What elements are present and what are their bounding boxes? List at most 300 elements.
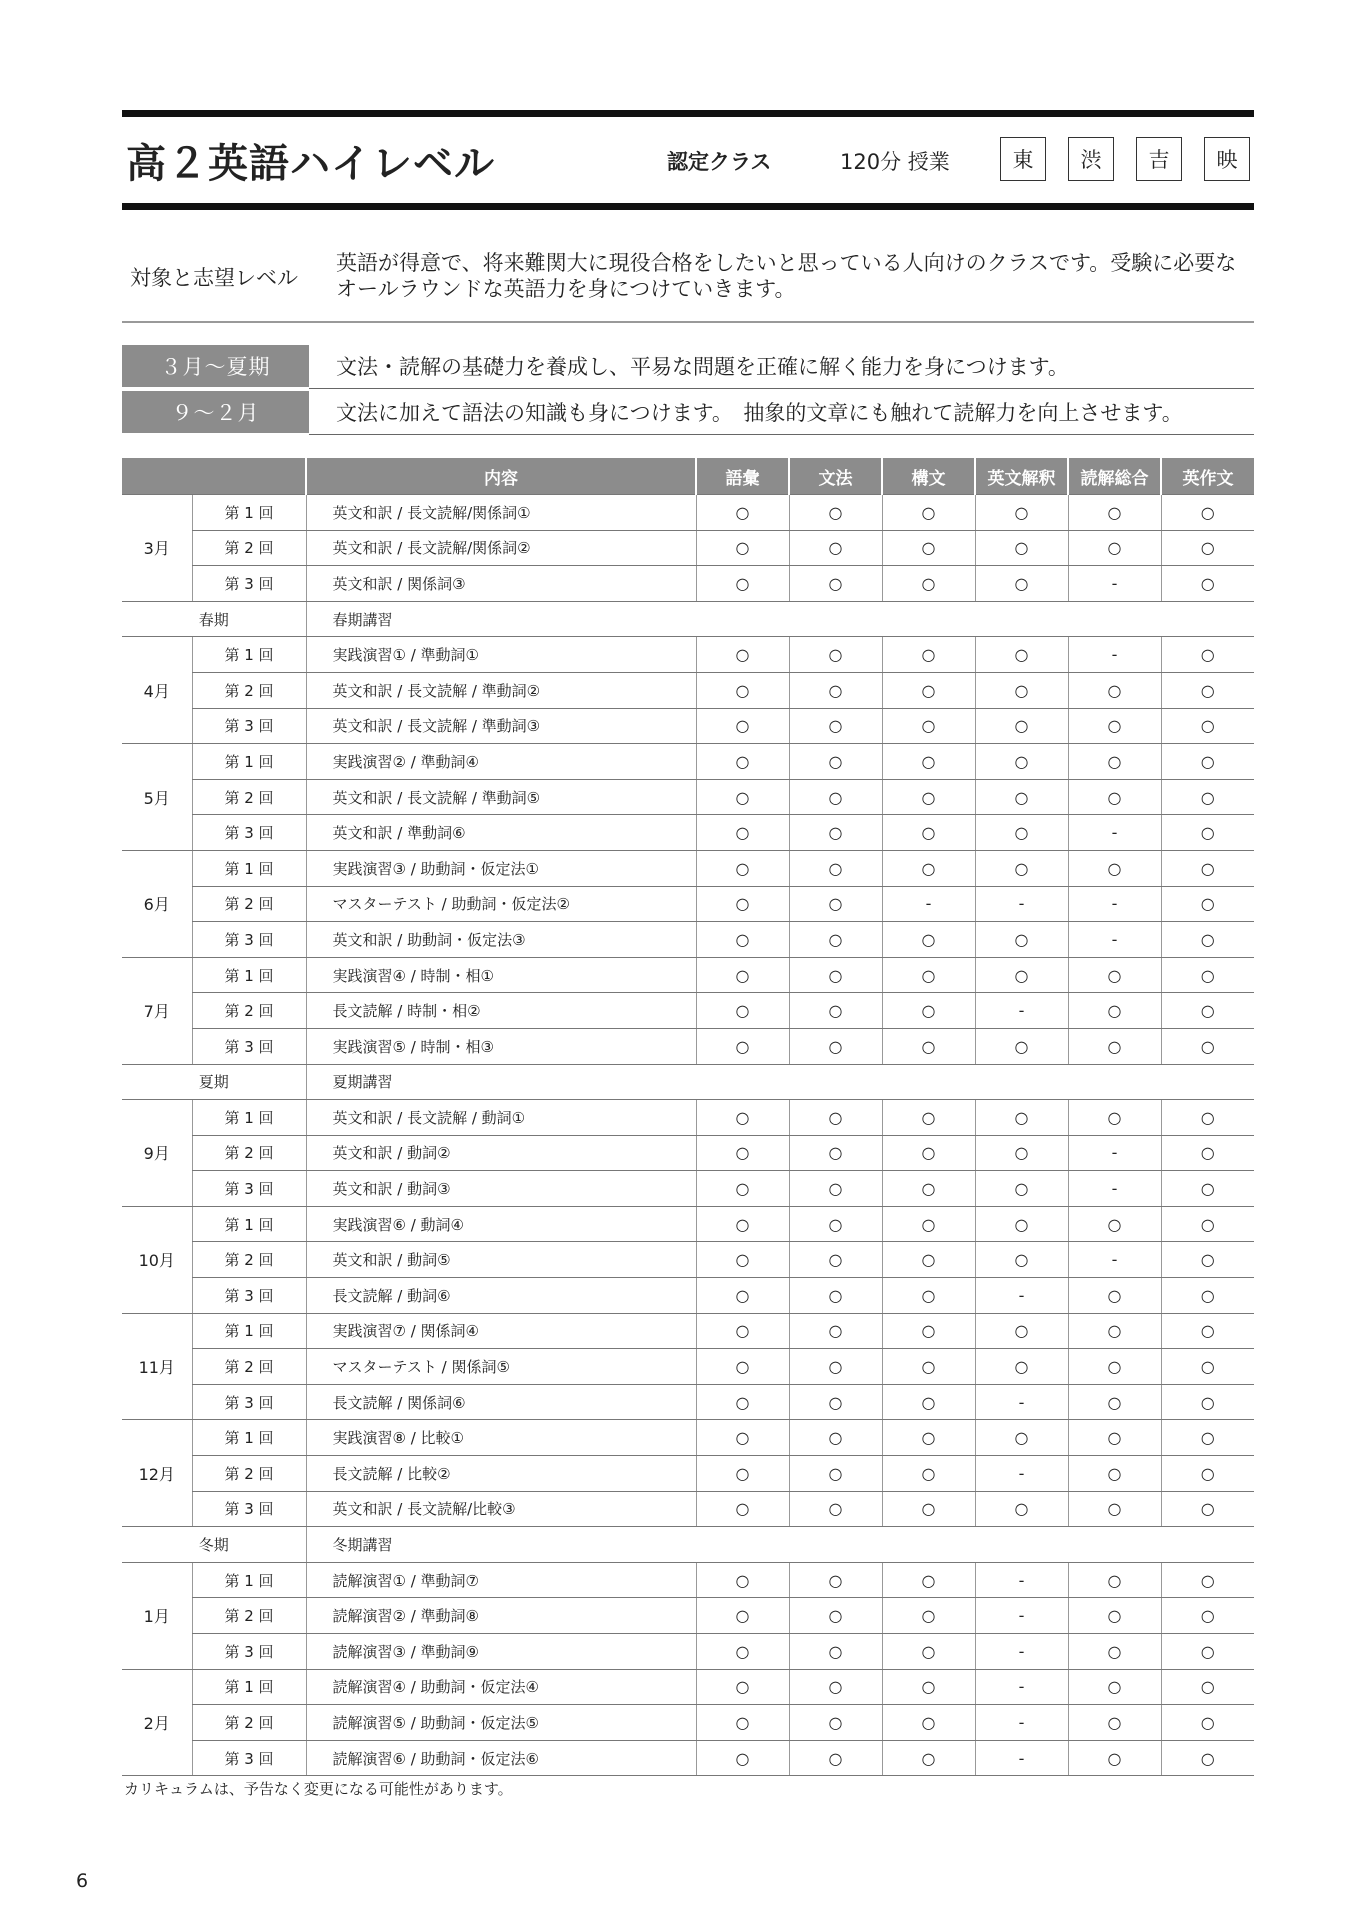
session-cell: 第 1 回 <box>192 957 306 993</box>
table-row <box>122 779 1254 815</box>
session-cell: 第 2 回 <box>192 779 306 815</box>
mark-cell: ○ <box>696 637 789 673</box>
table-row <box>122 530 1254 566</box>
mark-cell: - <box>975 1562 1068 1598</box>
header-cell: 内容 <box>306 458 696 495</box>
table-row <box>122 1669 1254 1705</box>
mark-cell: ○ <box>882 1598 975 1634</box>
content-cell: マスターテスト / 助動詞・仮定法② <box>306 886 696 922</box>
mark-cell: ○ <box>789 1206 882 1242</box>
mark-cell: ○ <box>1161 1634 1254 1670</box>
mark-cell: ○ <box>882 637 975 673</box>
month-cell: 11月 <box>122 1313 192 1420</box>
section-divider <box>122 321 1254 323</box>
table-row <box>122 1705 1254 1741</box>
mark-cell: ○ <box>696 495 789 531</box>
footnote: カリキュラムは、予告なく変更になる可能性があります。 <box>124 1780 513 1798</box>
mark-cell: ○ <box>882 779 975 815</box>
mark-cell: ○ <box>1068 1669 1161 1705</box>
season-label: 冬期 <box>122 1527 306 1563</box>
mark-cell: ○ <box>975 815 1068 851</box>
mark-cell: ○ <box>1161 1384 1254 1420</box>
mark-cell: ○ <box>789 1420 882 1456</box>
session-cell: 第 1 回 <box>192 1420 306 1456</box>
mark-cell: ○ <box>789 495 882 531</box>
mark-cell: ○ <box>1161 530 1254 566</box>
season-label: 夏期 <box>122 1064 306 1100</box>
mark-cell: ○ <box>1068 1456 1161 1492</box>
mark-cell: ○ <box>975 1491 1068 1527</box>
mark-cell: ○ <box>975 708 1068 744</box>
table-row <box>122 1100 1254 1136</box>
content-cell: 読解演習⑤ / 助動詞・仮定法⑤ <box>306 1705 696 1741</box>
mark-cell: ○ <box>696 1456 789 1492</box>
mark-cell: ○ <box>1161 1278 1254 1314</box>
content-cell: 英文和訳 / 動詞② <box>306 1135 696 1171</box>
mark-cell: ○ <box>696 1598 789 1634</box>
mark-cell: ○ <box>882 1242 975 1278</box>
session-cell: 第 1 回 <box>192 744 306 780</box>
content-cell: 実践演習⑤ / 時制・相③ <box>306 1028 696 1064</box>
session-cell: 第 3 回 <box>192 566 306 602</box>
mark-cell: ○ <box>1161 637 1254 673</box>
mark-cell: ○ <box>789 1705 882 1741</box>
table-row <box>122 957 1254 993</box>
mark-cell: ○ <box>1161 1349 1254 1385</box>
mark-cell: ○ <box>1068 744 1161 780</box>
mark-cell: ○ <box>789 1384 882 1420</box>
mark-cell: ○ <box>1161 1206 1254 1242</box>
mark-cell: ○ <box>789 1135 882 1171</box>
season-row <box>122 1527 1254 1563</box>
content-cell: 英文和訳 / 動詞③ <box>306 1171 696 1207</box>
table-row <box>122 1028 1254 1064</box>
table-row <box>122 1135 1254 1171</box>
mark-cell: ○ <box>696 1349 789 1385</box>
content-cell: 英文和訳 / 助動詞・仮定法③ <box>306 922 696 958</box>
mark-cell: ○ <box>882 993 975 1029</box>
mark-cell: ○ <box>789 566 882 602</box>
mark-cell: ○ <box>1161 1313 1254 1349</box>
mark-cell: ○ <box>1161 1420 1254 1456</box>
table-row <box>122 815 1254 851</box>
mark-cell: ○ <box>696 993 789 1029</box>
month-cell: 2月 <box>122 1669 192 1776</box>
mark-cell: ○ <box>696 566 789 602</box>
table-row <box>122 1384 1254 1420</box>
mark-cell: ○ <box>789 886 882 922</box>
page-number: 6 <box>76 1870 89 1892</box>
mark-cell: ○ <box>1068 957 1161 993</box>
mark-cell: ○ <box>1068 1278 1161 1314</box>
mark-cell: ○ <box>882 1705 975 1741</box>
mark-cell: ○ <box>975 566 1068 602</box>
month-cell: 1月 <box>122 1562 192 1669</box>
mark-cell: ○ <box>789 1171 882 1207</box>
mark-cell: ○ <box>975 779 1068 815</box>
mark-cell: ○ <box>789 1562 882 1598</box>
mark-cell: ○ <box>696 1705 789 1741</box>
mark-cell: ○ <box>789 1100 882 1136</box>
mark-cell: ○ <box>789 1598 882 1634</box>
mark-cell: ○ <box>975 495 1068 531</box>
mark-cell: - <box>975 993 1068 1029</box>
mark-cell: ○ <box>696 1135 789 1171</box>
mark-cell: ○ <box>696 672 789 708</box>
mark-cell: ○ <box>1068 1100 1161 1136</box>
mark-cell: ○ <box>696 1171 789 1207</box>
mark-cell: ○ <box>975 1349 1068 1385</box>
mark-cell: ○ <box>975 957 1068 993</box>
mark-cell: ○ <box>1161 1705 1254 1741</box>
mark-cell: - <box>975 1456 1068 1492</box>
table-body <box>122 495 1254 1776</box>
period-underline <box>309 388 1254 390</box>
mark-cell: ○ <box>882 1313 975 1349</box>
table-row <box>122 1171 1254 1207</box>
month-cell: 3月 <box>122 495 192 602</box>
mark-cell: ○ <box>975 1171 1068 1207</box>
mark-cell: ○ <box>696 922 789 958</box>
month-cell: 12月 <box>122 1420 192 1527</box>
mark-cell: ○ <box>696 1384 789 1420</box>
mark-cell: ○ <box>789 1242 882 1278</box>
mark-cell: ○ <box>696 1491 789 1527</box>
session-cell: 第 3 回 <box>192 1740 306 1776</box>
session-cell: 第 3 回 <box>192 815 306 851</box>
mark-cell: ○ <box>882 1634 975 1670</box>
class-type: 認定クラス <box>667 150 772 174</box>
session-cell: 第 2 回 <box>192 1242 306 1278</box>
content-cell: 英文和訳 / 準動詞⑥ <box>306 815 696 851</box>
mark-cell: ○ <box>882 1740 975 1776</box>
session-cell: 第 2 回 <box>192 1349 306 1385</box>
mark-cell: ○ <box>1068 1562 1161 1598</box>
mark-cell: ○ <box>975 1313 1068 1349</box>
mark-cell: ○ <box>882 1349 975 1385</box>
table-row <box>122 1456 1254 1492</box>
content-cell: 英文和訳 / 長文読解/関係詞① <box>306 495 696 531</box>
table-row <box>122 566 1254 602</box>
mark-cell: ○ <box>1161 1598 1254 1634</box>
mark-cell: ○ <box>1161 779 1254 815</box>
period-text: 文法・読解の基礎力を養成し、平易な問題を正確に解く能力を身につけます。 <box>336 355 1069 379</box>
mark-cell: ○ <box>1161 744 1254 780</box>
mark-cell: ○ <box>789 1278 882 1314</box>
mark-cell: ○ <box>1068 993 1161 1029</box>
mark-cell: ○ <box>1068 1740 1161 1776</box>
mark-cell: - <box>1068 1171 1161 1207</box>
class-duration: 120分 授業 <box>840 150 950 174</box>
mark-cell: - <box>1068 566 1161 602</box>
content-cell: 英文和訳 / 長文読解 / 準動詞③ <box>306 708 696 744</box>
mark-cell: ○ <box>789 1456 882 1492</box>
table-header-row <box>122 458 1254 495</box>
month-cell: 5月 <box>122 744 192 851</box>
mark-cell: ○ <box>789 1491 882 1527</box>
mark-cell: ○ <box>882 1028 975 1064</box>
header-rule-top <box>122 110 1254 117</box>
mark-cell: ○ <box>882 1135 975 1171</box>
content-cell: 実践演習② / 準動詞④ <box>306 744 696 780</box>
session-cell: 第 3 回 <box>192 1278 306 1314</box>
season-text: 春期講習 <box>306 601 1254 637</box>
mark-cell: ○ <box>1161 566 1254 602</box>
content-cell: 実践演習⑦ / 関係詞④ <box>306 1313 696 1349</box>
mark-cell: ○ <box>696 1420 789 1456</box>
table-row <box>122 1313 1254 1349</box>
mark-cell: ○ <box>696 530 789 566</box>
mark-cell: ○ <box>1068 1206 1161 1242</box>
mark-cell: ○ <box>789 530 882 566</box>
header-blank <box>122 458 306 495</box>
mark-cell: ○ <box>1068 1420 1161 1456</box>
mark-cell: ○ <box>1161 1135 1254 1171</box>
mark-cell: ○ <box>1068 672 1161 708</box>
mark-cell: ○ <box>1161 672 1254 708</box>
mark-cell: ○ <box>696 708 789 744</box>
mark-cell: ○ <box>882 1491 975 1527</box>
table-row <box>122 744 1254 780</box>
mark-cell: ○ <box>882 1100 975 1136</box>
period-label: ３月～夏期 <box>122 345 309 387</box>
mark-cell: ○ <box>789 815 882 851</box>
mark-cell: ○ <box>789 744 882 780</box>
mark-cell: ○ <box>1068 1313 1161 1349</box>
session-cell: 第 1 回 <box>192 495 306 531</box>
mark-cell: ○ <box>1068 1634 1161 1670</box>
mark-cell: ○ <box>696 1206 789 1242</box>
mark-cell: ○ <box>696 850 789 886</box>
session-cell: 第 1 回 <box>192 1313 306 1349</box>
mark-cell: ○ <box>696 886 789 922</box>
header-cell: 構文 <box>882 458 975 495</box>
session-cell: 第 2 回 <box>192 886 306 922</box>
mark-cell: ○ <box>789 1740 882 1776</box>
mark-cell: ○ <box>789 1028 882 1064</box>
mark-cell: ○ <box>696 1634 789 1670</box>
mark-cell: ○ <box>1068 1349 1161 1385</box>
mark-cell: ○ <box>882 850 975 886</box>
mark-cell: - <box>882 886 975 922</box>
content-cell: 長文読解 / 関係詞⑥ <box>306 1384 696 1420</box>
school-badge: 渋 <box>1068 137 1114 181</box>
mark-cell: ○ <box>882 495 975 531</box>
mark-cell: ○ <box>975 1028 1068 1064</box>
season-text: 冬期講習 <box>306 1527 1254 1563</box>
content-cell: 読解演習④ / 助動詞・仮定法④ <box>306 1669 696 1705</box>
mark-cell: - <box>975 1669 1068 1705</box>
session-cell: 第 2 回 <box>192 993 306 1029</box>
mark-cell: ○ <box>696 1313 789 1349</box>
mark-cell: ○ <box>882 957 975 993</box>
mark-cell: ○ <box>789 1349 882 1385</box>
mark-cell: ○ <box>1161 1740 1254 1776</box>
session-cell: 第 3 回 <box>192 1634 306 1670</box>
mark-cell: ○ <box>1161 1562 1254 1598</box>
mark-cell: ○ <box>1068 1491 1161 1527</box>
mark-cell: ○ <box>1161 1100 1254 1136</box>
mark-cell: ○ <box>1161 815 1254 851</box>
mark-cell: ○ <box>1161 886 1254 922</box>
mark-cell: ○ <box>789 779 882 815</box>
mark-cell: ○ <box>1068 530 1161 566</box>
mark-cell: ○ <box>1068 1705 1161 1741</box>
content-cell: 読解演習⑥ / 助動詞・仮定法⑥ <box>306 1740 696 1776</box>
content-cell: 英文和訳 / 長文読解 / 準動詞⑤ <box>306 779 696 815</box>
mark-cell: ○ <box>975 922 1068 958</box>
month-cell: 4月 <box>122 637 192 744</box>
session-cell: 第 1 回 <box>192 1562 306 1598</box>
table-row <box>122 495 1254 531</box>
content-cell: 英文和訳 / 長文読解/比較③ <box>306 1491 696 1527</box>
session-cell: 第 2 回 <box>192 1135 306 1171</box>
mark-cell: ○ <box>1161 708 1254 744</box>
mark-cell: ○ <box>882 1669 975 1705</box>
season-row <box>122 1064 1254 1100</box>
mark-cell: ○ <box>1068 495 1161 531</box>
mark-cell: ○ <box>1161 1669 1254 1705</box>
mark-cell: ○ <box>975 1242 1068 1278</box>
mark-cell: - <box>1068 1135 1161 1171</box>
table-row <box>122 922 1254 958</box>
mark-cell: ○ <box>1068 1384 1161 1420</box>
mark-cell: ○ <box>1161 957 1254 993</box>
table-row <box>122 1562 1254 1598</box>
season-text: 夏期講習 <box>306 1064 1254 1100</box>
session-cell: 第 2 回 <box>192 1705 306 1741</box>
table-row <box>122 1349 1254 1385</box>
content-cell: 英文和訳 / 長文読解/関係詞② <box>306 530 696 566</box>
mark-cell: ○ <box>975 1420 1068 1456</box>
school-badge: 吉 <box>1136 137 1182 181</box>
mark-cell: ○ <box>789 1634 882 1670</box>
mark-cell: ○ <box>1161 495 1254 531</box>
mark-cell: ○ <box>1161 1242 1254 1278</box>
content-cell: 長文読解 / 動詞⑥ <box>306 1278 696 1314</box>
mark-cell: ○ <box>696 779 789 815</box>
header-cell: 英文解釈 <box>975 458 1068 495</box>
content-cell: 長文読解 / 時制・相② <box>306 993 696 1029</box>
content-cell: 英文和訳 / 長文読解 / 動詞① <box>306 1100 696 1136</box>
target-label: 対象と志望レベル <box>130 266 298 290</box>
mark-cell: ○ <box>975 1100 1068 1136</box>
session-cell: 第 1 回 <box>192 1206 306 1242</box>
mark-cell: - <box>975 1740 1068 1776</box>
content-cell: 長文読解 / 比較② <box>306 1456 696 1492</box>
mark-cell: ○ <box>1068 1598 1161 1634</box>
mark-cell: ○ <box>1068 708 1161 744</box>
mark-cell: ○ <box>882 1562 975 1598</box>
table-row <box>122 1634 1254 1670</box>
mark-cell: ○ <box>1161 1028 1254 1064</box>
content-cell: 読解演習② / 準動詞⑧ <box>306 1598 696 1634</box>
content-cell: 英文和訳 / 長文読解 / 準動詞② <box>306 672 696 708</box>
session-cell: 第 3 回 <box>192 1171 306 1207</box>
header-cell: 英作文 <box>1161 458 1254 495</box>
session-cell: 第 2 回 <box>192 1456 306 1492</box>
mark-cell: ○ <box>882 1420 975 1456</box>
mark-cell: ○ <box>975 1206 1068 1242</box>
content-cell: 実践演習③ / 助動詞・仮定法① <box>306 850 696 886</box>
table-row <box>122 708 1254 744</box>
mark-cell: ○ <box>882 922 975 958</box>
mark-cell: ○ <box>882 566 975 602</box>
mark-cell: ○ <box>882 1206 975 1242</box>
mark-cell: ○ <box>1161 1491 1254 1527</box>
mark-cell: ○ <box>882 1456 975 1492</box>
mark-cell: - <box>975 1384 1068 1420</box>
month-cell: 6月 <box>122 850 192 957</box>
session-cell: 第 3 回 <box>192 1491 306 1527</box>
session-cell: 第 1 回 <box>192 637 306 673</box>
session-cell: 第 3 回 <box>192 708 306 744</box>
school-badge: 東 <box>1000 137 1046 181</box>
mark-cell: ○ <box>882 1171 975 1207</box>
period-row <box>122 391 1254 433</box>
mark-cell: - <box>975 886 1068 922</box>
mark-cell: ○ <box>696 1242 789 1278</box>
season-row <box>122 601 1254 637</box>
content-cell: 英文和訳 / 動詞⑤ <box>306 1242 696 1278</box>
mark-cell: ○ <box>696 1028 789 1064</box>
school-badges <box>1000 137 1250 181</box>
table-row <box>122 1242 1254 1278</box>
mark-cell: - <box>1068 886 1161 922</box>
header-cell: 読解総合 <box>1068 458 1161 495</box>
season-label: 春期 <box>122 601 306 637</box>
table-row <box>122 993 1254 1029</box>
mark-cell: - <box>1068 922 1161 958</box>
session-cell: 第 2 回 <box>192 672 306 708</box>
mark-cell: ○ <box>882 530 975 566</box>
mark-cell: ○ <box>789 672 882 708</box>
mark-cell: ○ <box>789 993 882 1029</box>
mark-cell: - <box>975 1634 1068 1670</box>
mark-cell: ○ <box>975 850 1068 886</box>
mark-cell: - <box>975 1598 1068 1634</box>
mark-cell: ○ <box>789 850 882 886</box>
mark-cell: ○ <box>696 1669 789 1705</box>
mark-cell: - <box>975 1278 1068 1314</box>
mark-cell: ○ <box>1068 779 1161 815</box>
mark-cell: ○ <box>1068 1028 1161 1064</box>
table-row <box>122 672 1254 708</box>
content-cell: 英文和訳 / 関係詞③ <box>306 566 696 602</box>
table-row <box>122 1740 1254 1776</box>
mark-cell: ○ <box>789 922 882 958</box>
mark-cell: ○ <box>1068 850 1161 886</box>
session-cell: 第 1 回 <box>192 1669 306 1705</box>
mark-cell: ○ <box>789 1669 882 1705</box>
mark-cell: ○ <box>1161 1171 1254 1207</box>
mark-cell: ○ <box>1161 993 1254 1029</box>
mark-cell: ○ <box>975 672 1068 708</box>
mark-cell: ○ <box>975 744 1068 780</box>
table-row <box>122 1420 1254 1456</box>
mark-cell: ○ <box>696 1278 789 1314</box>
session-cell: 第 1 回 <box>192 850 306 886</box>
table-row <box>122 850 1254 886</box>
mark-cell: - <box>1068 815 1161 851</box>
mark-cell: ○ <box>696 1740 789 1776</box>
session-cell: 第 3 回 <box>192 1384 306 1420</box>
period-label: ９～２月 <box>122 391 309 433</box>
mark-cell: - <box>975 1705 1068 1741</box>
mark-cell: ○ <box>882 744 975 780</box>
mark-cell: ○ <box>696 744 789 780</box>
mark-cell: ○ <box>975 530 1068 566</box>
